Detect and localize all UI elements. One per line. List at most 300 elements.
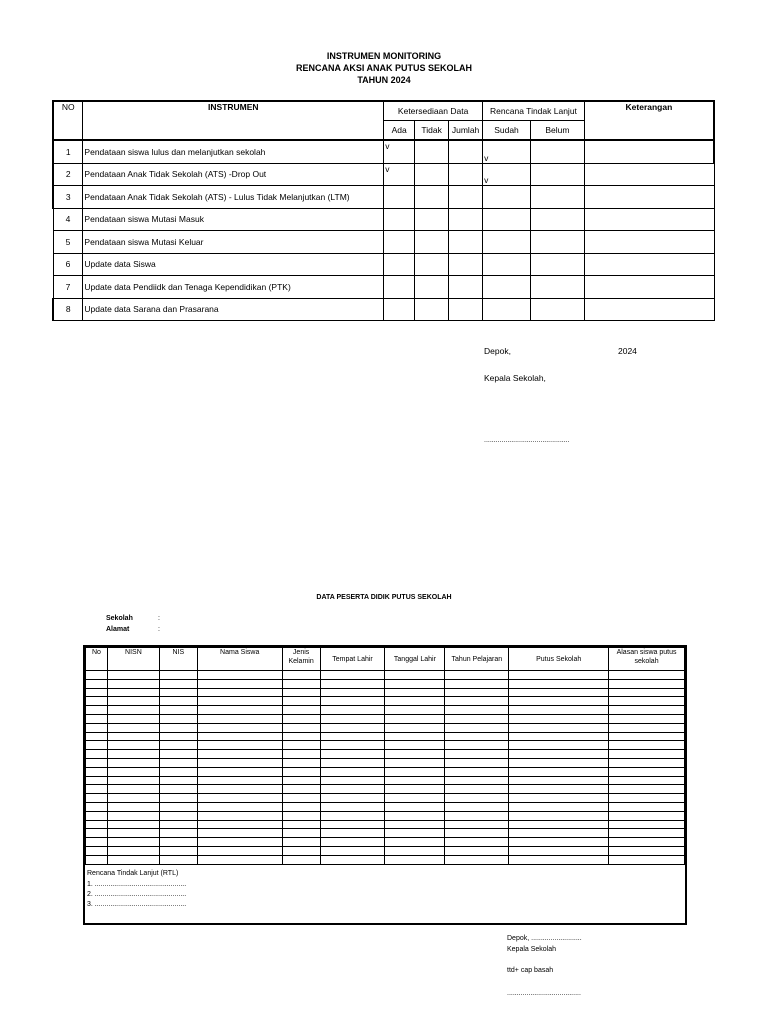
header-ada: Ada: [384, 121, 415, 141]
dropout-cell: [320, 706, 385, 715]
dropout-cell: [385, 671, 445, 680]
dropout-cell: [197, 820, 282, 829]
dropout-cell: [282, 679, 320, 688]
dropout-cell: [282, 741, 320, 750]
dropout-cell: [159, 829, 197, 838]
dropout-empty-row: [86, 697, 685, 706]
dropout-cell: [282, 846, 320, 855]
dropout-cell: [509, 785, 609, 794]
dropout-cell: [509, 802, 609, 811]
dropout-cell: [509, 741, 609, 750]
dropout-cell: [282, 706, 320, 715]
dropout-empty-row: [86, 679, 685, 688]
row-instrumen: Update data Sarana dan Prasarana: [83, 298, 384, 321]
dropout-cell: [445, 706, 509, 715]
dropout-cell: [509, 714, 609, 723]
dropout-cell: [86, 741, 108, 750]
dropout-cell: [445, 811, 509, 820]
dropout-cell: [385, 697, 445, 706]
table-row: [53, 140, 714, 163]
dropout-cell: [609, 758, 685, 767]
dropout-cell: [320, 811, 385, 820]
row-sudah: [483, 186, 531, 209]
dropout-cell: [320, 802, 385, 811]
dropout-cell: [197, 723, 282, 732]
row-belum: [530, 231, 584, 254]
dropout-empty-row: [86, 838, 685, 847]
dropout-cell: [509, 838, 609, 847]
row-no: 6: [53, 253, 83, 276]
dropout-cell: [320, 820, 385, 829]
dropout-cell: [107, 732, 159, 741]
dropout-cell: [197, 785, 282, 794]
dropout-empty-row: [86, 785, 685, 794]
dropout-cell: [159, 741, 197, 750]
dropout-cell: [107, 820, 159, 829]
dropout-cell: [609, 829, 685, 838]
table-row: [53, 208, 714, 231]
dropout-cell: [282, 829, 320, 838]
dropout-cell: [107, 811, 159, 820]
dropout-cell: [320, 671, 385, 680]
dropout-cell: [107, 758, 159, 767]
signature-line: ............................................: [484, 437, 570, 444]
row-ada: [384, 208, 415, 231]
header-sudah: Sudah: [483, 121, 531, 141]
dropout-cell: [86, 811, 108, 820]
dropout-cell: [159, 767, 197, 776]
dropout-cell: [445, 750, 509, 759]
dropout-cell: [509, 846, 609, 855]
dropout-cell: [86, 785, 108, 794]
dropout-body: [86, 671, 685, 865]
dropout-cell: [445, 855, 509, 864]
dropout-cell: [320, 741, 385, 750]
col-no: No: [86, 648, 108, 671]
dropout-cell: [86, 776, 108, 785]
dropout-empty-row: [86, 758, 685, 767]
col-nis: NIS: [159, 648, 197, 671]
rtl-item-2: 2. ...............................................: [87, 891, 187, 898]
row-keterangan: [584, 140, 714, 163]
dropout-cell: [609, 802, 685, 811]
dropout-cell: [282, 820, 320, 829]
row-ada: [384, 298, 415, 321]
dropout-cell: [445, 846, 509, 855]
row-instrumen: Update data Siswa: [83, 253, 384, 276]
dropout-cell: [320, 697, 385, 706]
dropout-cell: [159, 785, 197, 794]
row-keterangan: [584, 186, 714, 209]
dropout-cell: [86, 838, 108, 847]
dropout-cell: [107, 697, 159, 706]
col-tanggal-lahir: Tanggal Lahir: [385, 648, 445, 671]
doc-title: [0, 50, 768, 86]
signature2-place: Depok, ..........................: [507, 935, 582, 942]
row-tidak: [415, 140, 449, 163]
dropout-cell: [86, 802, 108, 811]
dropout-cell: [320, 723, 385, 732]
row-keterangan: [584, 276, 714, 299]
dropout-cell: [197, 846, 282, 855]
dropout-cell: [445, 732, 509, 741]
dropout-cell: [86, 829, 108, 838]
dropout-cell: [385, 732, 445, 741]
dropout-cell: [445, 838, 509, 847]
dropout-empty-row: [86, 846, 685, 855]
dropout-cell: [107, 671, 159, 680]
row-jumlah: [449, 140, 483, 163]
dropout-cell: [320, 688, 385, 697]
dropout-cell: [385, 820, 445, 829]
dropout-cell: [159, 714, 197, 723]
dropout-cell: [159, 688, 197, 697]
table-row: [53, 163, 714, 186]
sekolah-colon: :: [158, 615, 160, 622]
row-jumlah: [449, 276, 483, 299]
dropout-cell: [282, 723, 320, 732]
dropout-cell: [282, 714, 320, 723]
dropout-cell: [282, 767, 320, 776]
dropout-empty-row: [86, 794, 685, 803]
alamat-label: Alamat: [106, 626, 130, 633]
row-tidak: [415, 163, 449, 186]
row-no: 8: [53, 298, 83, 321]
dropout-cell: [107, 767, 159, 776]
row-instrumen: Update data Pendiidk dan Tenaga Kependidikan (PTK): [83, 276, 384, 299]
dropout-cell: [609, 846, 685, 855]
dropout-cell: [159, 794, 197, 803]
dropout-cell: [107, 802, 159, 811]
dropout-cell: [385, 802, 445, 811]
dropout-cell: [282, 776, 320, 785]
dropout-cell: [385, 785, 445, 794]
dropout-cell: [385, 688, 445, 697]
row-ada: [384, 253, 415, 276]
row-no: 1: [53, 140, 83, 163]
table-row: [53, 276, 714, 299]
row-jumlah: [449, 231, 483, 254]
dropout-cell: [107, 679, 159, 688]
dropout-cell: [320, 855, 385, 864]
header-tidak: Tidak: [415, 121, 449, 141]
dropout-cell: [107, 785, 159, 794]
dropout-cell: [609, 671, 685, 680]
dropout-cell: [86, 714, 108, 723]
row-tidak: [415, 276, 449, 299]
row-no: 4: [53, 208, 83, 231]
col-tempat-lahir: Tempat Lahir: [320, 648, 385, 671]
row-tidak: [415, 186, 449, 209]
rtl-item-1: 1. ...............................................: [87, 881, 187, 888]
dropout-cell: [197, 697, 282, 706]
row-instrumen: Pendataan Anak Tidak Sekolah (ATS) -Drop Out: [83, 163, 384, 186]
dropout-cell: [509, 671, 609, 680]
dropout-cell: [509, 758, 609, 767]
dropout-cell: [320, 776, 385, 785]
dropout-cell: [197, 811, 282, 820]
dropout-cell: [86, 750, 108, 759]
row-keterangan: [584, 298, 714, 321]
dropout-cell: [197, 679, 282, 688]
dropout-cell: [320, 714, 385, 723]
dropout-cell: [445, 697, 509, 706]
row-belum: [530, 298, 584, 321]
dropout-cell: [509, 820, 609, 829]
dropout-cell: [445, 714, 509, 723]
header-belum: Belum: [530, 121, 584, 141]
dropout-cell: [385, 723, 445, 732]
dropout-cell: [609, 697, 685, 706]
col-alasan: Alasan siswa putus sekolah: [609, 648, 685, 671]
row-tidak: [415, 231, 449, 254]
dropout-cell: [282, 802, 320, 811]
dropout-cell: [609, 688, 685, 697]
dropout-cell: [509, 706, 609, 715]
rtl-item-3: 3. ...............................................: [87, 901, 187, 908]
dropout-empty-row: [86, 732, 685, 741]
dropout-cell: [159, 723, 197, 732]
dropout-empty-row: [86, 767, 685, 776]
row-belum: [530, 276, 584, 299]
dropout-empty-row: [86, 802, 685, 811]
alamat-colon: :: [158, 626, 160, 633]
col-tahun-pelajaran: Tahun Pelajaran: [445, 648, 509, 671]
section2-title: DATA PESERTA DIDIK PUTUS SEKOLAH: [316, 594, 452, 601]
dropout-cell: [320, 732, 385, 741]
dropout-cell: [509, 688, 609, 697]
row-sudah: [483, 276, 531, 299]
row-jumlah: [449, 163, 483, 186]
header-rencana: Rencana Tindak Lanjut: [483, 101, 585, 121]
dropout-cell: [445, 688, 509, 697]
dropout-cell: [509, 776, 609, 785]
dropout-cell: [609, 855, 685, 864]
dropout-cell: [159, 820, 197, 829]
dropout-cell: [385, 855, 445, 864]
row-instrumen: Pendataan Anak Tidak Sekolah (ATS) - Lulus Tidak Melanjutkan (LTM): [83, 186, 384, 209]
dropout-empty-row: [86, 706, 685, 715]
table-row: [53, 186, 714, 209]
dropout-cell: [197, 758, 282, 767]
dropout-cell: [282, 794, 320, 803]
dropout-cell: [609, 785, 685, 794]
dropout-cell: [445, 776, 509, 785]
dropout-cell: [282, 750, 320, 759]
dropout-cell: [197, 794, 282, 803]
dropout-empty-row: [86, 714, 685, 723]
dropout-cell: [197, 714, 282, 723]
dropout-cell: [320, 785, 385, 794]
dropout-cell: [197, 838, 282, 847]
dropout-empty-row: [86, 820, 685, 829]
dropout-cell: [107, 741, 159, 750]
dropout-cell: [445, 723, 509, 732]
dropout-cell: [320, 750, 385, 759]
row-tidak: [415, 298, 449, 321]
dropout-empty-row: [86, 723, 685, 732]
dropout-cell: [509, 732, 609, 741]
row-instrumen: Pendataan siswa Mutasi Keluar: [83, 231, 384, 254]
dropout-cell: [159, 811, 197, 820]
row-keterangan: [584, 163, 714, 186]
dropout-cell: [282, 758, 320, 767]
dropout-cell: [609, 767, 685, 776]
signature2-stamp: ttd+ cap basah: [507, 967, 554, 974]
dropout-cell: [509, 723, 609, 732]
dropout-cell: [282, 697, 320, 706]
dropout-cell: [385, 829, 445, 838]
dropout-cell: [86, 758, 108, 767]
dropout-cell: [385, 776, 445, 785]
dropout-table-frame: [83, 645, 687, 925]
row-sudah: v: [483, 140, 531, 163]
dropout-cell: [320, 829, 385, 838]
dropout-cell: [282, 688, 320, 697]
dropout-cell: [282, 671, 320, 680]
dropout-cell: [609, 714, 685, 723]
dropout-cell: [197, 671, 282, 680]
table-row: [53, 231, 714, 254]
dropout-cell: [609, 838, 685, 847]
dropout-cell: [86, 794, 108, 803]
row-jumlah: [449, 208, 483, 231]
title-line-1: INSTRUMEN MONITORING: [326, 51, 442, 61]
dropout-cell: [107, 855, 159, 864]
dropout-cell: [509, 750, 609, 759]
dropout-cell: [197, 767, 282, 776]
dropout-cell: [609, 776, 685, 785]
row-ada: [384, 276, 415, 299]
row-sudah: v: [483, 163, 531, 186]
dropout-cell: [609, 820, 685, 829]
dropout-cell: [385, 767, 445, 776]
dropout-cell: [445, 758, 509, 767]
col-putus-sekolah: Putus Sekolah: [509, 648, 609, 671]
dropout-cell: [385, 741, 445, 750]
dropout-empty-row: [86, 776, 685, 785]
signature2-role: Kepala Sekolah: [507, 946, 557, 953]
header-instrumen: INSTRUMEN: [83, 101, 384, 140]
row-no: 3: [53, 186, 83, 209]
dropout-header-row: [86, 648, 685, 671]
dropout-cell: [197, 855, 282, 864]
dropout-cell: [445, 741, 509, 750]
dropout-cell: [609, 750, 685, 759]
dropout-cell: [159, 758, 197, 767]
dropout-cell: [197, 706, 282, 715]
dropout-cell: [197, 829, 282, 838]
dropout-cell: [509, 794, 609, 803]
dropout-cell: [86, 679, 108, 688]
dropout-cell: [282, 785, 320, 794]
signature-role: Kepala Sekolah,: [484, 373, 546, 383]
table-row: [53, 253, 714, 276]
dropout-cell: [107, 794, 159, 803]
dropout-cell: [385, 811, 445, 820]
dropout-cell: [197, 732, 282, 741]
dropout-cell: [509, 811, 609, 820]
row-keterangan: [584, 208, 714, 231]
dropout-empty-row: [86, 741, 685, 750]
dropout-cell: [159, 750, 197, 759]
dropout-cell: [320, 846, 385, 855]
dropout-cell: [159, 697, 197, 706]
dropout-cell: [609, 679, 685, 688]
dropout-cell: [159, 855, 197, 864]
signature2-line: ......................................: [507, 990, 581, 997]
signature-place: Depok,: [484, 346, 511, 356]
dropout-cell: [86, 723, 108, 732]
dropout-cell: [609, 811, 685, 820]
dropout-cell: [197, 750, 282, 759]
row-belum: [530, 163, 584, 186]
dropout-cell: [107, 714, 159, 723]
dropout-cell: [86, 767, 108, 776]
dropout-cell: [320, 767, 385, 776]
dropout-cell: [445, 767, 509, 776]
dropout-cell: [107, 706, 159, 715]
dropout-cell: [320, 758, 385, 767]
row-sudah: [483, 298, 531, 321]
signature-year: 2024: [618, 346, 637, 356]
dropout-cell: [609, 741, 685, 750]
dropout-cell: [159, 776, 197, 785]
dropout-cell: [282, 838, 320, 847]
dropout-cell: [509, 829, 609, 838]
row-jumlah: [449, 186, 483, 209]
header-keterangan: Keterangan: [584, 101, 714, 140]
dropout-cell: [385, 679, 445, 688]
dropout-empty-row: [86, 829, 685, 838]
dropout-cell: [86, 855, 108, 864]
dropout-cell: [107, 750, 159, 759]
row-no: 5: [53, 231, 83, 254]
dropout-cell: [159, 671, 197, 680]
row-keterangan: [584, 231, 714, 254]
col-nama: Nama Siswa: [197, 648, 282, 671]
row-belum: [530, 253, 584, 276]
dropout-cell: [107, 688, 159, 697]
row-jumlah: [449, 298, 483, 321]
dropout-cell: [197, 688, 282, 697]
dropout-cell: [107, 776, 159, 785]
row-ada: [384, 186, 415, 209]
dropout-cell: [445, 829, 509, 838]
dropout-cell: [385, 750, 445, 759]
dropout-cell: [282, 732, 320, 741]
row-no: 2: [53, 163, 83, 186]
dropout-empty-row: [86, 688, 685, 697]
dropout-cell: [107, 829, 159, 838]
row-ada: v: [384, 163, 415, 186]
dropout-cell: [609, 794, 685, 803]
rtl-title: Rencana Tindak Lanjut (RTL): [87, 870, 179, 877]
table-row: [53, 298, 714, 321]
title-line-2: RENCANA AKSI ANAK PUTUS SEKOLAH: [295, 63, 472, 73]
row-jumlah: [449, 253, 483, 276]
row-sudah: [483, 208, 531, 231]
row-ada: [384, 231, 415, 254]
dropout-cell: [86, 706, 108, 715]
col-jenis-kelamin: Jenis Kelamin: [282, 648, 320, 671]
dropout-cell: [86, 846, 108, 855]
dropout-cell: [86, 688, 108, 697]
row-no: 7: [53, 276, 83, 299]
dropout-cell: [320, 794, 385, 803]
dropout-cell: [385, 758, 445, 767]
dropout-cell: [509, 679, 609, 688]
